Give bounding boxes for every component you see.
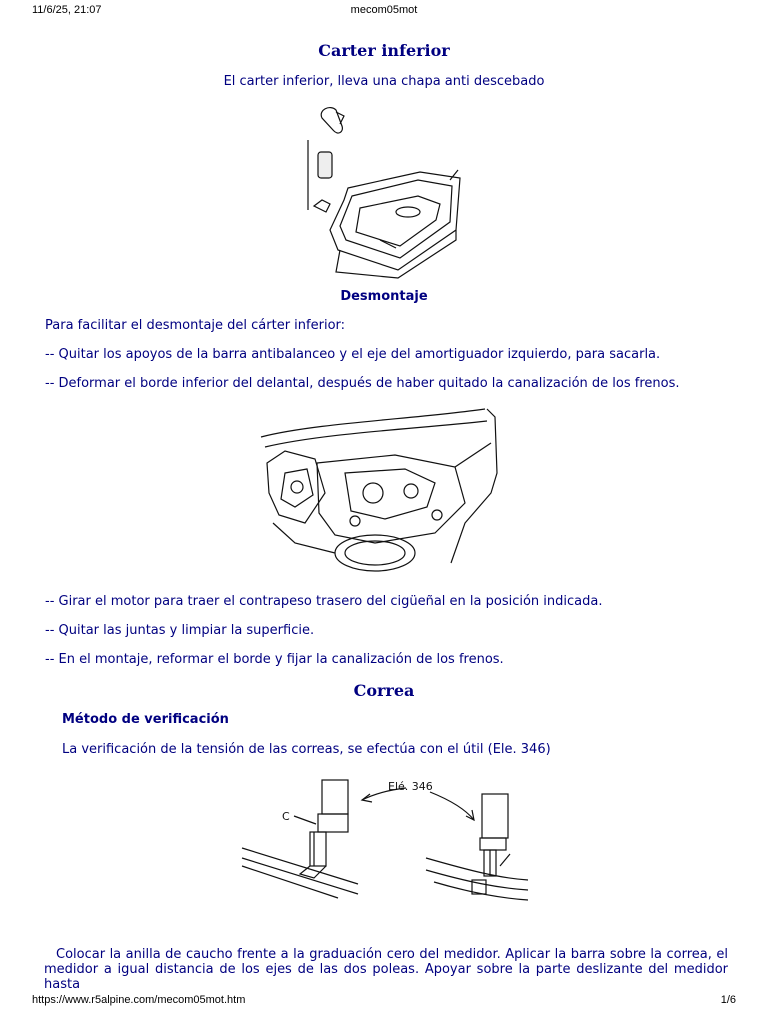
desmontaje-line-3: -- Deformar el borde inferior del delantal, después de haber quitado la canalización de los frenos. [45,376,680,391]
print-datetime: 11/6/25, 21:07 [32,4,102,16]
print-page-indicator: 1/6 [720,994,736,1006]
correa-paragraph: Colocar la anilla de caucho frente a la graduación cero del medidor. Aplicar la barra sobre la correa, el medidor a igual distancia de los ejes de las dos poleas. Apoyar sobre la parte deslizante del medidor hasta [44,947,728,992]
print-doc-title: mecom05mot [350,4,418,16]
method-heading: Método de verificación [62,712,229,727]
tool-label: Elé. 346 [388,780,433,793]
carter-intro: El carter inferior, lleva una chapa anti descebado [223,74,545,89]
desmontaje-after-line-3: -- En el montaje, reformar el borde y fijar la canalización de los frenos. [45,652,504,667]
desmontaje-heading: Desmontaje [340,289,428,304]
desmontaje-after-line-1: -- Girar el motor para traer el contrapeso trasero del cigüeñal en la posición indicada. [45,594,603,609]
print-header [0,4,768,18]
print-footer [0,994,768,1008]
engine-underside-figure [255,403,515,583]
method-text: La verificación de la tensión de las correas, se efectúa con el útil (Ele. 346) [62,742,551,757]
desmontaje-line-1: Para facilitar el desmontaje del cárter inferior: [45,318,346,333]
section-title-correa: Correa [353,681,415,700]
oil-sump-figure [300,100,470,280]
section-title-carter: Carter inferior [318,41,450,60]
c-label: C [282,810,290,823]
desmontaje-line-2: -- Quitar los apoyos de la barra antibalanceo y el eje del amortiguador izquierdo, para sacarla. [45,347,661,362]
print-url: https://www.r5alpine.com/mecom05mot.htm [32,994,246,1006]
belt-tension-figure [238,770,528,920]
desmontaje-after-line-2: -- Quitar las juntas y limpiar la superficie. [45,623,315,638]
